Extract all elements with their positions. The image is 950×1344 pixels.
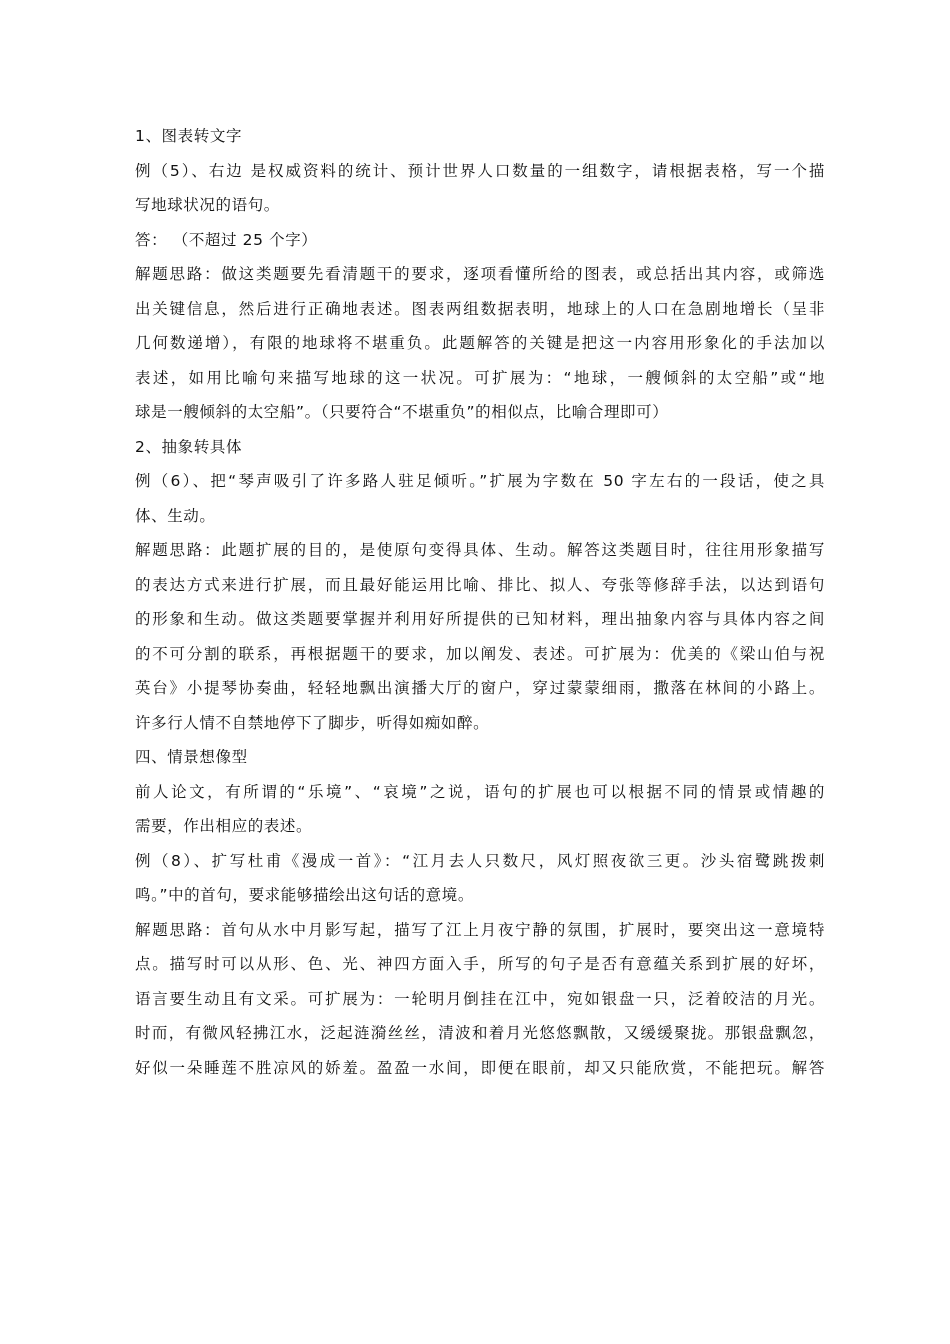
body-text: 需要，作出相应的表述。 <box>135 817 313 835</box>
solution-text: 解题思路：此题扩展的目的，是使原句变得具体、生动。解答这类题目时，往往用形象描写 <box>135 541 825 559</box>
solution-text: 的表达方式来进行扩展，而且最好能运用比喻、排比、拟人、夸张等修辞手法，以达到语句 <box>135 575 825 594</box>
solution-text: 表述，如用比喻句来描写地球的这一状况。可扩展为：“地球，一艘倾斜的太空船”或“地 <box>135 368 825 387</box>
example-text: 写地球状况的语句。 <box>135 196 280 214</box>
solution-text: 的不可分割的联系，再根据题干的要求，加以阐发、表述。可扩展为：优美的《梁山伯与祝 <box>135 644 825 663</box>
solution-text: 许多行人情不自禁地停下了脚步，听得如痴如醉。 <box>135 713 490 732</box>
body-text: 前人论文，有所谓的“乐境”、“哀境”之说，语句的扩展也可以根据不同的情景或情趣的 <box>135 782 825 801</box>
solution-text: 出关键信息，然后进行正确地表述。图表两组数据表明，地球上的人口在急剧地增长（呈非 <box>135 299 825 318</box>
example-text: 鸣。”中的首句，要求能够描绘出这句话的意境。 <box>135 886 474 904</box>
solution-text: 好似一朵睡莲不胜凉风的娇羞。盈盈一水间，即便在眼前，却又只能欣赏，不能把玩。解答 <box>135 1058 825 1077</box>
example-text: 例（6）、把“琴声吸引了许多路人驻足倾听。”扩展为字数在 50 字左右的一段话，使之具 <box>135 472 825 490</box>
section-heading: 1、图表转文字 <box>135 127 243 145</box>
section-heading: 2、抽象转具体 <box>135 437 243 456</box>
solution-text: 解题思路：做这类题要先看清题干的要求，逐项看懂所给的图表，或总括出其内容，或筛选 <box>135 265 825 283</box>
solution-text: 球是一艘倾斜的太空船”。（只要符合“不堪重负”的相似点，比喻合理即可） <box>135 403 669 421</box>
answer-line: 答： （不超过 25 个字） <box>135 230 318 249</box>
solution-text: 英台》小提琴协奏曲，轻轻地飘出演播大厅的窗户，穿过蒙蒙细雨，撒落在林间的小路上。 <box>135 679 825 697</box>
example-text: 例（5）、右边 是权威资料的统计、预计世界人口数量的一组数字，请根据表格，写一个描 <box>135 161 825 180</box>
solution-text: 点。描写时可以从形、色、光、神四方面入手，所写的句子是否有意蕴关系到扩展的好坏， <box>135 955 825 973</box>
solution-text: 语言要生动且有文采。可扩展为：一轮明月倒挂在江中，宛如银盘一只，泛着皎洁的月光。 <box>135 989 825 1008</box>
solution-text: 的形象和生动。做这类题要掌握并利用好所提供的已知材料，理出抽象内容与具体内容之间 <box>135 610 825 628</box>
example-text: 例（8）、扩写杜甫《漫成一首》：“江月去人只数尺，风灯照夜欲三更。沙头宿鹭跳拨刺 <box>135 851 825 870</box>
example-text: 体、生动。 <box>135 506 216 525</box>
document-body <box>135 119 825 1085</box>
solution-text: 几何数递增），有限的地球将不堪重负。此题解答的关键是把这一内容用形象化的手法加以 <box>135 334 825 352</box>
solution-text: 解题思路：首句从水中月影写起，描写了江上月夜宁静的氛围，扩展时，要突出这一意境特 <box>135 920 825 939</box>
solution-text: 时而，有微风轻拂江水，泛起涟漪丝丝，清波和着月光悠悠飘散，又缓缓聚拢。那银盘飘忽， <box>135 1024 825 1042</box>
section-heading: 四、情景想像型 <box>135 748 248 766</box>
